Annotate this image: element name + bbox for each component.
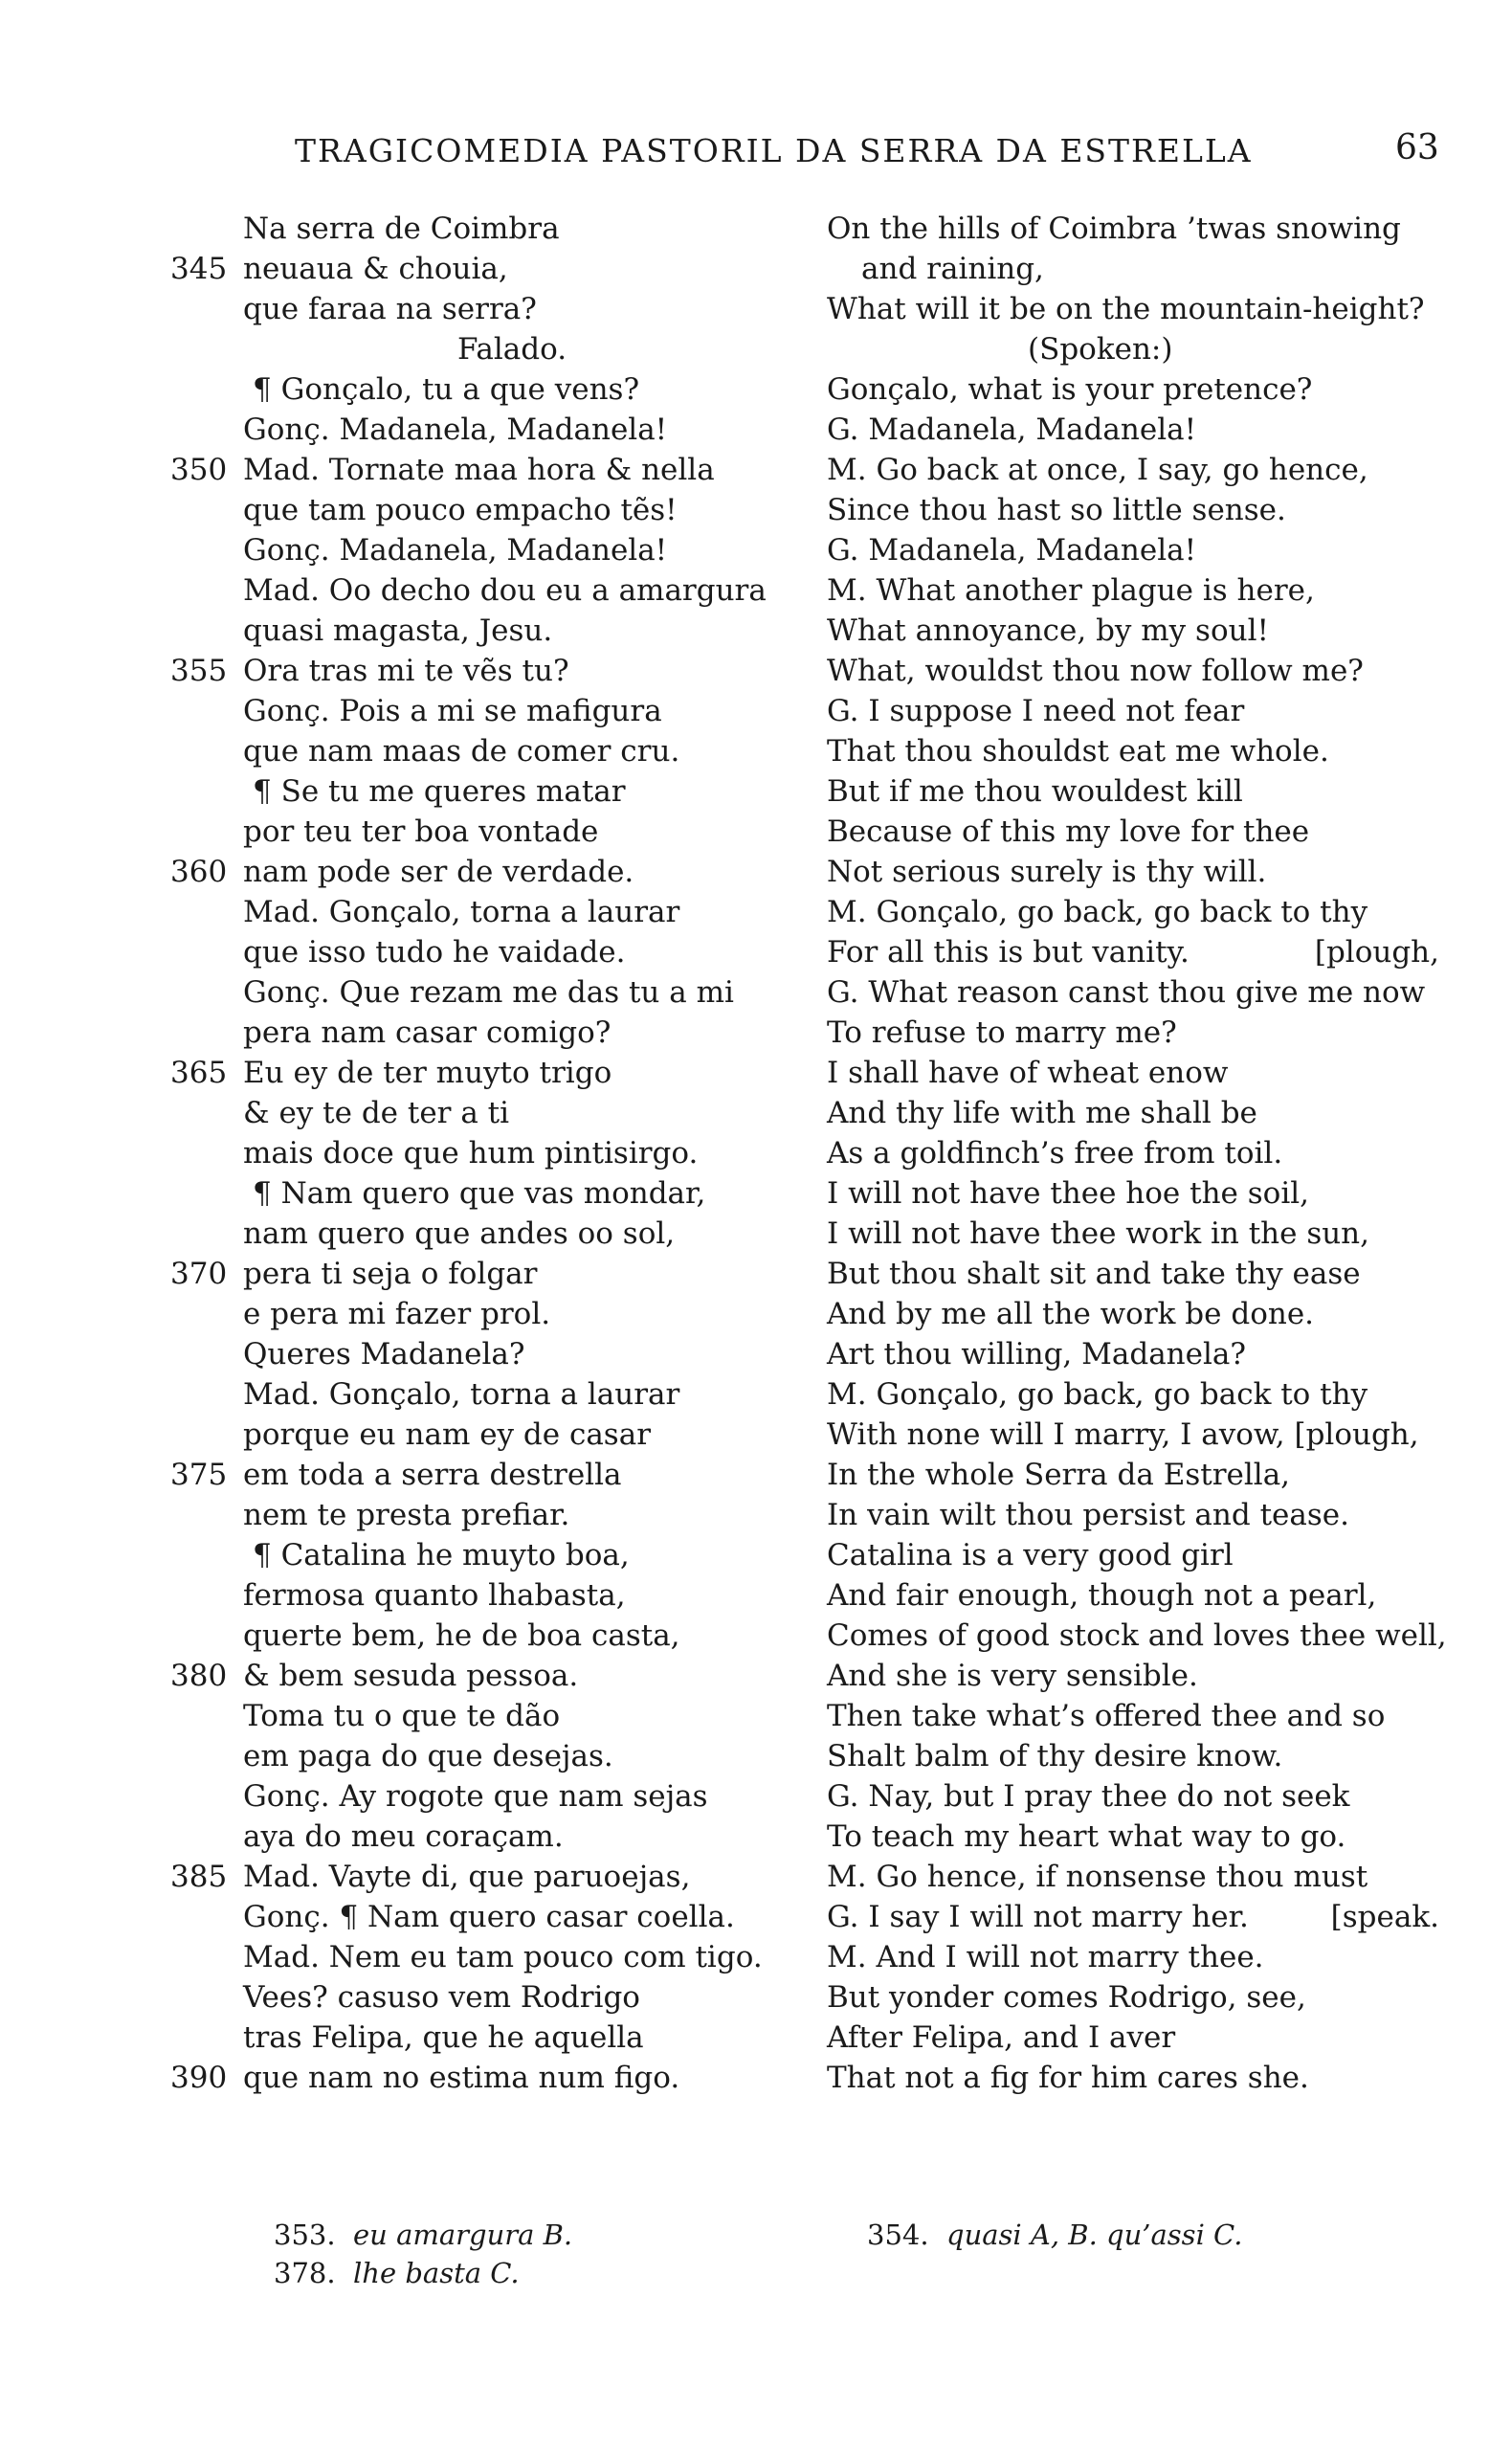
translation-text: What annoyance, by my soul! — [827, 613, 1269, 648]
translation-line — [827, 369, 1439, 410]
turnover-word: [plough, — [1314, 935, 1439, 970]
verse-text: nam pode ser de verdade. — [243, 855, 634, 889]
verse-line — [170, 1817, 821, 1857]
english-translation-column — [827, 209, 1447, 2098]
verse-line — [170, 611, 821, 651]
translation-line — [827, 731, 1439, 771]
translation-line — [827, 1696, 1439, 1736]
translation-text: Art thou willing, Madanela? — [827, 1337, 1247, 1371]
translation-text: In the whole Serra da Estrella, — [827, 1458, 1291, 1492]
verse-text: em toda a serra destrella — [243, 1458, 622, 1492]
translation-text: As a goldfinch’s free from toil. — [827, 1136, 1283, 1171]
verse-text: e pera mi fazer prol. — [243, 1297, 551, 1331]
verse-line — [170, 812, 821, 852]
page-number: 63 — [1395, 128, 1439, 167]
line-number: 360 — [170, 855, 228, 889]
verse-line — [170, 450, 821, 490]
translation-text: I shall have of wheat enow — [827, 1056, 1229, 1090]
translation-line — [827, 1374, 1439, 1415]
verse-text: Gonç. Que rezam me das tu a mi — [243, 975, 734, 1010]
translation-line — [827, 1173, 1439, 1214]
verse-line — [170, 1013, 821, 1053]
verse-line — [170, 1937, 821, 1977]
verse-text: pera nam casar comigo? — [243, 1015, 611, 1050]
verse-text: Mad. Oo decho dou eu a amargura — [243, 573, 767, 608]
translation-line — [827, 892, 1439, 932]
verse-text: neuaua & chouia, — [243, 252, 508, 286]
translation-text: Gonçalo, what is your pretence? — [827, 372, 1313, 407]
verse-line — [170, 1656, 821, 1696]
translation-line — [827, 1455, 1439, 1495]
translation-text: M. What another plague is here, — [827, 573, 1315, 608]
translation-line — [827, 450, 1439, 490]
translation-text: That thou shouldst eat me whole. — [827, 734, 1329, 769]
verse-line — [170, 1575, 821, 1616]
verse-text: quasi magasta, Jesu. — [243, 613, 553, 648]
verse-text: nem te presta prefiar. — [243, 1498, 570, 1532]
translation-line — [827, 1616, 1447, 1656]
verse-text: Vees? casuso vem Rodrigo — [243, 1980, 640, 2015]
verse-line — [170, 1254, 821, 1294]
translation-line — [827, 1817, 1439, 1857]
verse-text: em paga do que desejas. — [243, 1739, 613, 1773]
verse-text: por teu ter boa vontade — [243, 814, 599, 849]
translation-text: What will it be on the mountain-height? — [827, 292, 1425, 326]
verse-text: Gonç. Ay rogote que nam sejas — [243, 1779, 708, 1814]
line-number: 375 — [170, 1458, 228, 1492]
verse-text: porque eu nam ey de casar — [243, 1417, 652, 1452]
line-number: 370 — [170, 1257, 228, 1291]
verse-line — [170, 1053, 821, 1093]
translation-text: With none will I marry, I avow, [plough, — [827, 1417, 1419, 1452]
translation-line — [827, 1415, 1439, 1455]
verse-text: Mad. Tornate maa hora & nella — [243, 453, 715, 487]
translation-line — [827, 2018, 1439, 2058]
verse-line — [170, 1535, 821, 1575]
verse-line — [170, 1857, 821, 1897]
translation-line — [827, 1093, 1439, 1133]
translation-line — [827, 771, 1439, 812]
translation-line — [827, 1535, 1439, 1575]
translation-text: M. Go back at once, I say, go hence, — [827, 453, 1368, 487]
verse-line — [170, 570, 821, 611]
verse-text: mais doce que hum pintisirgo. — [243, 1136, 699, 1171]
verse-line — [170, 731, 821, 771]
translation-line — [827, 1897, 1439, 1937]
translation-text: In vain wilt thou persist and tease. — [827, 1498, 1349, 1532]
verse-line — [170, 490, 821, 530]
translation-text: I will not have thee hoe the soil, — [827, 1176, 1310, 1211]
translation-line — [827, 1294, 1439, 1334]
translation-text: M. Gonçalo, go back, go back to thy — [827, 895, 1368, 929]
verse-text: que nam no estima num figo. — [243, 2061, 680, 2095]
verse-text: Mad. Gonçalo, torna a laurar — [243, 895, 680, 929]
translation-text: For all this is but vanity. — [827, 935, 1190, 970]
translation-line — [827, 1334, 1439, 1374]
verse-text: Mad. Nem eu tam pouco com tigo. — [243, 1940, 763, 1974]
verse-text: ¶ Catalina he muyto boa, — [253, 1538, 630, 1572]
verse-line — [170, 1616, 821, 1656]
verse-line — [170, 2018, 821, 2058]
verse-text: Gonç. Pois a mi se mafigura — [243, 694, 662, 728]
verse-line — [170, 249, 821, 289]
translation-line — [827, 329, 1439, 369]
translation-line — [827, 1053, 1439, 1093]
translation-line — [827, 932, 1439, 972]
verse-line — [170, 852, 821, 892]
verse-text: Gonç. Madanela, Madanela! — [243, 413, 668, 447]
running-title: TRAGICOMEDIA PASTORIL DA SERRA DA ESTRELLA — [295, 132, 1253, 169]
translation-line — [827, 249, 1439, 289]
translation-text: (Spoken:) — [1028, 332, 1173, 367]
verse-line — [170, 209, 821, 249]
verse-line — [170, 1294, 821, 1334]
line-number: 350 — [170, 453, 228, 487]
verse-line — [170, 932, 821, 972]
verse-text: Ora tras mi te vẽs tu? — [243, 654, 569, 688]
verse-line — [170, 410, 821, 450]
translation-text: G. I suppose I need not fear — [827, 694, 1245, 728]
translation-text: And by me all the work be done. — [827, 1297, 1315, 1331]
verse-line — [170, 1736, 821, 1776]
translation-line — [827, 1977, 1439, 2018]
line-number: 390 — [170, 2061, 228, 2095]
translation-line — [827, 1736, 1439, 1776]
translation-text: M. And I will not marry thee. — [827, 1940, 1264, 1974]
translation-text: To refuse to marry me? — [827, 1015, 1177, 1050]
translation-text: M. Gonçalo, go back, go back to thy — [827, 1377, 1368, 1412]
verse-line — [170, 2058, 821, 2098]
translation-text: G. What reason canst thou give me now — [827, 975, 1426, 1010]
verse-text: Falado. — [457, 332, 567, 367]
translation-line — [827, 1776, 1439, 1817]
translation-line — [827, 490, 1439, 530]
verse-text: que tam pouco empacho tẽs! — [243, 493, 678, 527]
translation-line — [827, 1656, 1439, 1696]
verse-text: & ey te de ter a ti — [243, 1096, 510, 1130]
verse-text: pera ti seja o folgar — [243, 1257, 538, 1291]
footnote-354: 354. quasi A, B. qu’assi C. — [867, 2219, 1243, 2251]
translation-text: But yonder comes Rodrigo, see, — [827, 1980, 1306, 2015]
translation-line — [827, 2058, 1439, 2098]
verse-text: Mad. Vayte di, que paruoejas, — [243, 1860, 691, 1894]
verse-line — [170, 1173, 821, 1214]
line-number: 355 — [170, 654, 228, 688]
translation-text: I will not have thee work in the sun, — [827, 1216, 1370, 1251]
verse-text: nam quero que andes oo sol, — [243, 1216, 676, 1251]
translation-line — [827, 1214, 1439, 1254]
translation-line — [827, 972, 1439, 1013]
verse-line — [170, 1133, 821, 1173]
verse-line — [170, 329, 821, 369]
translation-line — [827, 1857, 1439, 1897]
verse-text: Eu ey de ter muyto trigo — [243, 1056, 612, 1090]
translation-text: But thou shalt sit and take thy ease — [827, 1257, 1361, 1291]
verse-text: aya do meu coraçam. — [243, 1819, 564, 1854]
translation-text: G. I say I will not marry her. — [827, 1900, 1249, 1934]
translation-text: Comes of good stock and loves thee well, — [827, 1618, 1447, 1653]
translation-text: G. Madanela, Madanela! — [827, 533, 1197, 568]
line-number: 345 — [170, 252, 228, 286]
verse-line — [170, 1977, 821, 2018]
footnote-353: 353. eu amargura B. — [274, 2219, 573, 2251]
verse-text: ¶ Nam quero que vas mondar, — [253, 1176, 706, 1211]
translation-text: G. Madanela, Madanela! — [827, 413, 1197, 447]
translation-text: After Felipa, and I aver — [827, 2020, 1176, 2055]
translation-line — [827, 209, 1439, 249]
translation-text: That not a fig for him cares she. — [827, 2061, 1309, 2095]
translation-text: Not serious surely is thy will. — [827, 855, 1267, 889]
verse-line — [170, 691, 821, 731]
verse-line — [170, 972, 821, 1013]
verse-line — [170, 1455, 821, 1495]
verse-line — [170, 1776, 821, 1817]
verse-text: Gonç. ¶ Nam quero casar coella. — [243, 1900, 735, 1934]
translation-line — [827, 1133, 1439, 1173]
verse-line — [170, 771, 821, 812]
translation-text: And thy life with me shall be — [827, 1096, 1257, 1130]
translation-line — [827, 289, 1439, 329]
page-header — [0, 123, 1512, 180]
translation-line — [827, 1254, 1439, 1294]
verse-line — [170, 1374, 821, 1415]
verse-line — [170, 1334, 821, 1374]
translation-text: But if me thou wouldest kill — [827, 774, 1243, 809]
translation-text: And she is very sensible. — [827, 1659, 1198, 1693]
line-number: 385 — [170, 1860, 228, 1894]
translation-line — [827, 1937, 1439, 1977]
portuguese-text-column — [170, 209, 821, 2098]
verse-text: & bem sesuda pessoa. — [243, 1659, 579, 1693]
translation-text: What, wouldst thou now follow me? — [827, 654, 1364, 688]
translation-line — [827, 651, 1439, 691]
translation-line — [827, 852, 1439, 892]
verse-text: fermosa quanto lhabasta, — [243, 1578, 626, 1613]
verse-line — [170, 530, 821, 570]
verse-text: ¶ Gonçalo, tu a que vens? — [253, 372, 640, 407]
verse-line — [170, 1214, 821, 1254]
translation-text: On the hills of Coimbra ’twas snowing — [827, 212, 1401, 246]
translation-line — [827, 570, 1439, 611]
translation-text: And fair enough, though not a pearl, — [827, 1578, 1377, 1613]
verse-text: que faraa na serra? — [243, 292, 537, 326]
translation-text: Catalina is a very good girl — [827, 1538, 1234, 1572]
line-number: 380 — [170, 1659, 228, 1693]
verse-text: Na serra de Coimbra — [243, 212, 560, 246]
verse-line — [170, 1415, 821, 1455]
translation-text: Shalt balm of thy desire know. — [827, 1739, 1283, 1773]
translation-text: M. Go hence, if nonsense thou must — [827, 1860, 1368, 1894]
translation-text: Then take what’s offered thee and so — [827, 1699, 1386, 1733]
translation-text: Since thou hast so little sense. — [827, 493, 1286, 527]
verse-text: Gonç. Madanela, Madanela! — [243, 533, 668, 568]
translation-line — [827, 1575, 1439, 1616]
translation-line — [827, 691, 1439, 731]
verse-text: ¶ Se tu me queres matar — [253, 774, 626, 809]
verse-line — [170, 1495, 821, 1535]
verse-line — [170, 1093, 821, 1133]
translation-line — [827, 812, 1439, 852]
verse-line — [170, 1696, 821, 1736]
verse-line — [170, 892, 821, 932]
verse-text: tras Felipa, que he aquella — [243, 2020, 644, 2055]
turnover-word: [speak. — [1330, 1900, 1439, 1934]
translation-line — [827, 410, 1439, 450]
footnote-378: 378. lhe basta C. — [274, 2257, 520, 2289]
verse-text: Queres Madanela? — [243, 1337, 525, 1371]
translation-text: Because of this my love for thee — [827, 814, 1310, 849]
translation-line — [827, 1495, 1439, 1535]
verse-text: Toma tu o que te dão — [243, 1699, 561, 1733]
verse-text: Mad. Gonçalo, torna a laurar — [243, 1377, 680, 1412]
verse-text: que nam maas de comer cru. — [243, 734, 680, 769]
verse-text: que isso tudo he vaidade. — [243, 935, 626, 970]
translation-line — [827, 530, 1439, 570]
translation-line — [827, 611, 1439, 651]
translation-text: and raining, — [861, 252, 1044, 286]
verse-line — [170, 1897, 821, 1937]
verse-line — [170, 651, 821, 691]
line-number: 365 — [170, 1056, 228, 1090]
verse-line — [170, 369, 821, 410]
verse-text: querte bem, he de boa casta, — [243, 1618, 680, 1653]
translation-text: To teach my heart what way to go. — [827, 1819, 1346, 1854]
translation-line — [827, 1013, 1439, 1053]
translation-text: G. Nay, but I pray thee do not seek — [827, 1779, 1350, 1814]
verse-line — [170, 289, 821, 329]
